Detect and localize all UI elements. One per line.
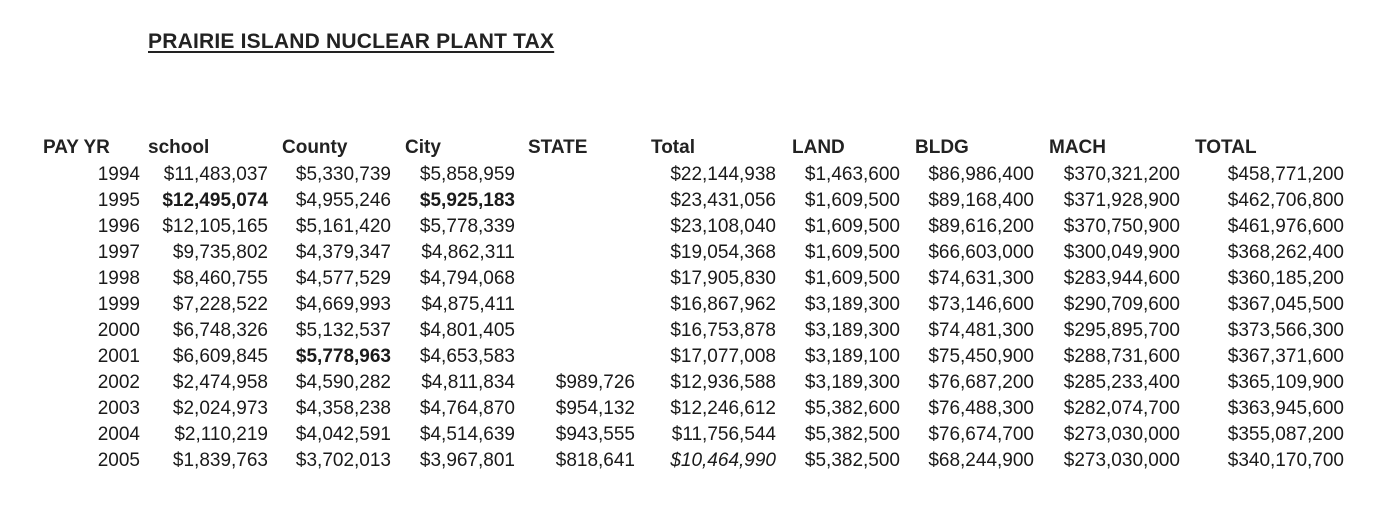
cell-grand-total: $363,945,600 xyxy=(1227,398,1344,419)
header-school: school xyxy=(148,137,210,158)
cell-school: $6,609,845 xyxy=(172,346,268,367)
cell-school: $12,105,165 xyxy=(162,216,268,237)
cell-year: 1995 xyxy=(97,190,140,211)
cell-mach: $273,030,000 xyxy=(1063,424,1180,445)
page-title: PRAIRIE ISLAND NUCLEAR PLANT TAX xyxy=(148,30,555,53)
cell-state: $989,726 xyxy=(555,372,635,393)
cell-mach: $290,709,600 xyxy=(1063,294,1180,315)
cell-grand-total: $367,045,500 xyxy=(1227,294,1344,315)
cell-grand-total: $458,771,200 xyxy=(1227,164,1344,185)
cell-city: $5,778,339 xyxy=(419,216,515,237)
cell-city: $3,967,801 xyxy=(419,450,515,471)
cell-grand-total: $462,706,800 xyxy=(1227,190,1344,211)
cell-land: $3,189,300 xyxy=(804,372,900,393)
cell-mach: $283,944,600 xyxy=(1063,268,1180,289)
cell-county: $4,379,347 xyxy=(295,242,391,263)
cell-mach: $295,895,700 xyxy=(1063,320,1180,341)
cell-total: $22,144,938 xyxy=(670,164,776,185)
header-grand-total: TOTAL xyxy=(1195,137,1257,158)
cell-bldg: $86,986,400 xyxy=(928,164,1034,185)
cell-school: $2,474,958 xyxy=(172,372,268,393)
cell-land: $1,609,500 xyxy=(804,268,900,289)
cell-city: $5,858,959 xyxy=(419,164,515,185)
cell-bldg: $73,146,600 xyxy=(928,294,1034,315)
header-city: City xyxy=(405,137,441,158)
cell-land: $3,189,300 xyxy=(804,294,900,315)
header-pay-yr: PAY YR xyxy=(43,137,110,158)
cell-city: $4,862,311 xyxy=(421,242,515,263)
cell-land: $3,189,300 xyxy=(804,320,900,341)
cell-county: $4,590,282 xyxy=(295,372,391,393)
cell-city: $4,764,870 xyxy=(419,398,515,419)
header-bldg: BLDG xyxy=(915,137,969,158)
cell-county: $5,132,537 xyxy=(295,320,391,341)
cell-county: $3,702,013 xyxy=(295,450,391,471)
cell-school: $9,735,802 xyxy=(172,242,268,263)
cell-total: $23,431,056 xyxy=(670,190,776,211)
cell-bldg: $76,488,300 xyxy=(928,398,1034,419)
header-state: STATE xyxy=(528,137,588,158)
cell-bldg: $74,631,300 xyxy=(928,268,1034,289)
cell-mach: $288,731,600 xyxy=(1063,346,1180,367)
cell-total: $12,246,612 xyxy=(670,398,776,419)
cell-land: $1,609,500 xyxy=(804,216,900,237)
cell-year: 1998 xyxy=(97,268,140,289)
cell-total: $16,867,962 xyxy=(670,294,776,315)
cell-year: 2004 xyxy=(97,424,140,445)
cell-year: 1999 xyxy=(97,294,140,315)
cell-state: $954,132 xyxy=(555,398,635,419)
cell-year: 2000 xyxy=(97,320,140,341)
header-county: County xyxy=(282,137,348,158)
cell-mach: $285,233,400 xyxy=(1063,372,1180,393)
cell-state: $943,555 xyxy=(555,424,635,445)
cell-mach: $370,750,900 xyxy=(1063,216,1180,237)
cell-bldg: $66,603,000 xyxy=(928,242,1034,263)
cell-county: $4,358,238 xyxy=(295,398,391,419)
cell-city: $4,794,068 xyxy=(419,268,515,289)
cell-county: $4,669,993 xyxy=(295,294,391,315)
cell-land: $5,382,500 xyxy=(804,424,900,445)
header-total: Total xyxy=(651,137,695,158)
cell-total: $23,108,040 xyxy=(670,216,776,237)
cell-county: $4,955,246 xyxy=(295,190,391,211)
cell-city: $4,514,639 xyxy=(419,424,515,445)
cell-mach: $273,030,000 xyxy=(1063,450,1180,471)
cell-year: 1997 xyxy=(97,242,140,263)
cell-bldg: $68,244,900 xyxy=(928,450,1034,471)
cell-year: 1996 xyxy=(97,216,140,237)
cell-city: $5,925,183 xyxy=(419,190,515,211)
header-land: LAND xyxy=(792,137,845,158)
cell-bldg: $76,674,700 xyxy=(928,424,1034,445)
cell-grand-total: $365,109,900 xyxy=(1227,372,1344,393)
cell-city: $4,653,583 xyxy=(419,346,515,367)
cell-county: $5,161,420 xyxy=(295,216,391,237)
cell-mach: $370,321,200 xyxy=(1063,164,1180,185)
cell-total: $11,756,544 xyxy=(671,424,776,445)
cell-grand-total: $360,185,200 xyxy=(1227,268,1344,289)
cell-land: $1,609,500 xyxy=(804,242,900,263)
cell-mach: $371,928,900 xyxy=(1063,190,1180,211)
cell-mach: $300,049,900 xyxy=(1063,242,1180,263)
cell-total: $16,753,878 xyxy=(670,320,776,341)
cell-school: $1,839,763 xyxy=(172,450,268,471)
cell-school: $12,495,074 xyxy=(162,190,268,211)
cell-land: $3,189,100 xyxy=(804,346,900,367)
header-mach: MACH xyxy=(1049,137,1106,158)
cell-county: $5,330,739 xyxy=(295,164,391,185)
cell-city: $4,801,405 xyxy=(419,320,515,341)
cell-school: $2,110,219 xyxy=(174,424,268,445)
cell-grand-total: $368,262,400 xyxy=(1227,242,1344,263)
cell-grand-total: $340,170,700 xyxy=(1227,450,1344,471)
cell-year: 1994 xyxy=(97,164,140,185)
cell-land: $5,382,500 xyxy=(804,450,900,471)
cell-year: 2003 xyxy=(97,398,140,419)
cell-county: $5,778,963 xyxy=(295,346,391,367)
cell-total: $17,905,830 xyxy=(670,268,776,289)
cell-bldg: $74,481,300 xyxy=(928,320,1034,341)
cell-bldg: $89,168,400 xyxy=(928,190,1034,211)
cell-land: $5,382,600 xyxy=(804,398,900,419)
cell-school: $11,483,037 xyxy=(163,164,268,185)
cell-state: $818,641 xyxy=(555,450,635,471)
cell-year: 2005 xyxy=(97,450,140,471)
cell-school: $8,460,755 xyxy=(172,268,268,289)
cell-bldg: $89,616,200 xyxy=(928,216,1034,237)
cell-grand-total: $355,087,200 xyxy=(1227,424,1344,445)
cell-grand-total: $461,976,600 xyxy=(1227,216,1344,237)
cell-total: $19,054,368 xyxy=(670,242,776,263)
cell-total: $10,464,990 xyxy=(670,450,776,471)
cell-school: $6,748,326 xyxy=(172,320,268,341)
cell-grand-total: $373,566,300 xyxy=(1227,320,1344,341)
cell-land: $1,609,500 xyxy=(804,190,900,211)
cell-year: 2002 xyxy=(97,372,140,393)
cell-county: $4,042,591 xyxy=(295,424,391,445)
cell-county: $4,577,529 xyxy=(295,268,391,289)
cell-bldg: $76,687,200 xyxy=(928,372,1034,393)
cell-total: $17,077,008 xyxy=(670,346,776,367)
cell-mach: $282,074,700 xyxy=(1063,398,1180,419)
cell-grand-total: $367,371,600 xyxy=(1227,346,1344,367)
cell-school: $7,228,522 xyxy=(172,294,268,315)
cell-total: $12,936,588 xyxy=(670,372,776,393)
cell-city: $4,811,834 xyxy=(421,372,515,393)
cell-city: $4,875,411 xyxy=(421,294,515,315)
cell-year: 2001 xyxy=(97,346,140,367)
cell-land: $1,463,600 xyxy=(804,164,900,185)
cell-school: $2,024,973 xyxy=(172,398,268,419)
cell-bldg: $75,450,900 xyxy=(928,346,1034,367)
